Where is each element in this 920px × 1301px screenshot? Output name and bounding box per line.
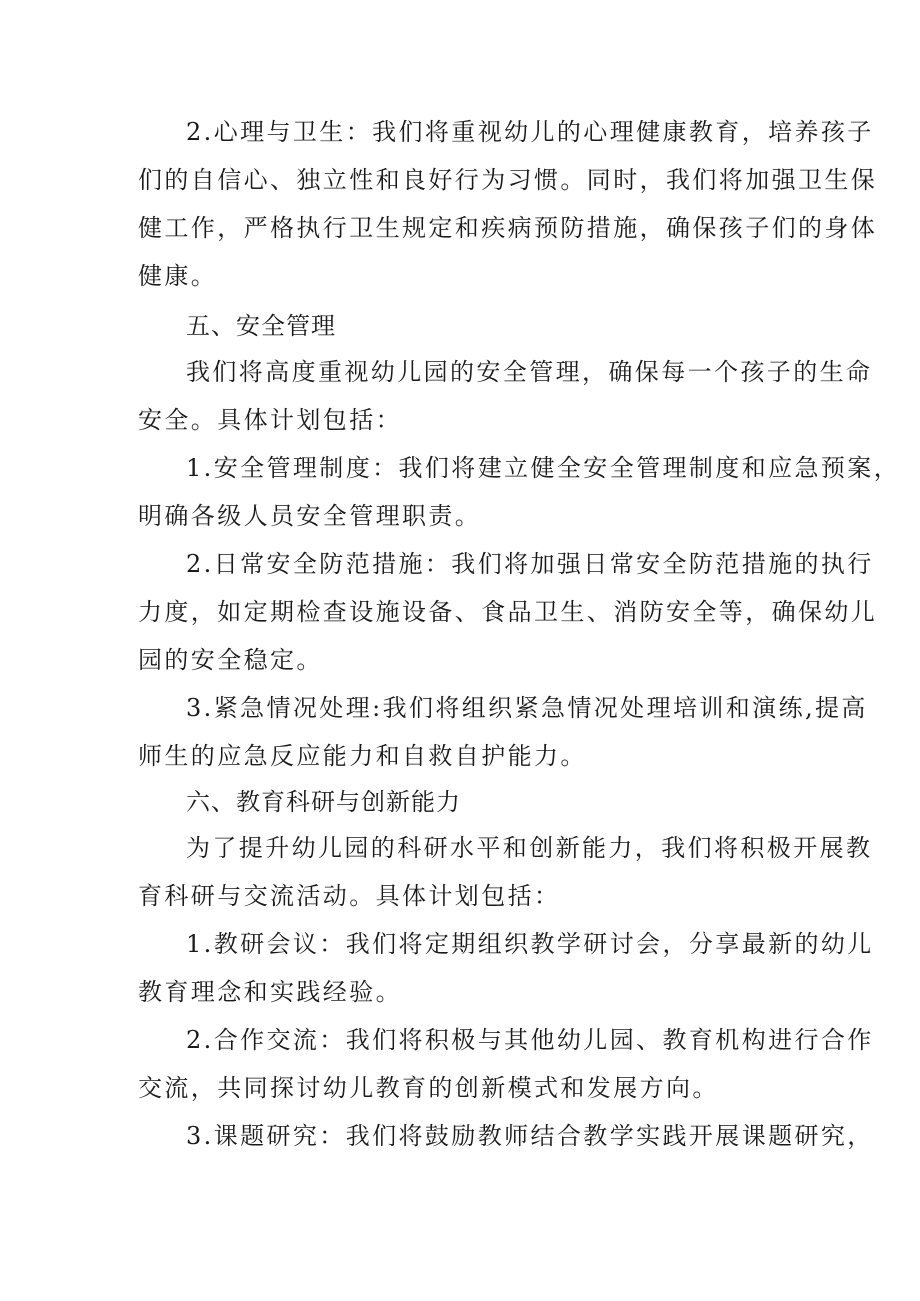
paragraph-line: 2.心理与卫生：我们将重视幼儿的心理健康教育，培养孩子 [186, 118, 874, 146]
paragraph-line: 3.课题研究：我们将鼓励教师结合教学实践开展课题研究， [186, 1122, 874, 1150]
paragraph-line: 1.安全管理制度：我们将建立健全安全管理制度和应急预案， [186, 454, 901, 482]
paragraph-line: 2.合作交流：我们将积极与其他幼儿园、教育机构进行合作 [186, 1026, 874, 1054]
paragraph-line: 健康。 [138, 262, 218, 290]
paragraph-line: 1.教研会议：我们将定期组织教学研讨会，分享最新的幼儿 [186, 930, 874, 958]
paragraph-line: 力度，如定期检查设施设备、食品卫生、消防安全等，确保幼儿 [138, 598, 878, 626]
paragraph-line: 育科研与交流活动。具体计划包括： [138, 882, 561, 910]
paragraph-line: 为了提升幼儿园的科研水平和创新能力，我们将积极开展教 [186, 834, 873, 862]
paragraph-line: 师生的应急反应能力和自救自护能力。 [138, 742, 587, 770]
paragraph-line: 安全。具体计划包括： [138, 406, 402, 434]
paragraph-line: 健工作，严格执行卫生规定和疾病预防措施，确保孩子们的身体 [138, 214, 878, 242]
paragraph-line: 我们将高度重视幼儿园的安全管理，确保每一个孩子的生命 [186, 358, 873, 386]
paragraph-line: 3.紧急情况处理:我们将组织紧急情况处理培训和演练,提高 [186, 694, 868, 722]
paragraph-line: 教育理念和实践经验。 [138, 978, 402, 1006]
paragraph-line: 园的安全稳定。 [138, 646, 323, 674]
paragraph-line: 2.日常安全防范措施：我们将加强日常安全防范措施的执行 [186, 550, 874, 578]
paragraph-line: 交流，共同探讨幼儿教育的创新模式和发展方向。 [138, 1074, 719, 1102]
paragraph-line: 们的自信心、独立性和良好行为习惯。同时，我们将加强卫生保 [138, 166, 878, 194]
section-heading-research: 六、教育科研与创新能力 [186, 788, 461, 816]
paragraph-line: 明确各级人员安全管理职责。 [138, 502, 482, 530]
section-heading-safety: 五、安全管理 [186, 312, 336, 340]
